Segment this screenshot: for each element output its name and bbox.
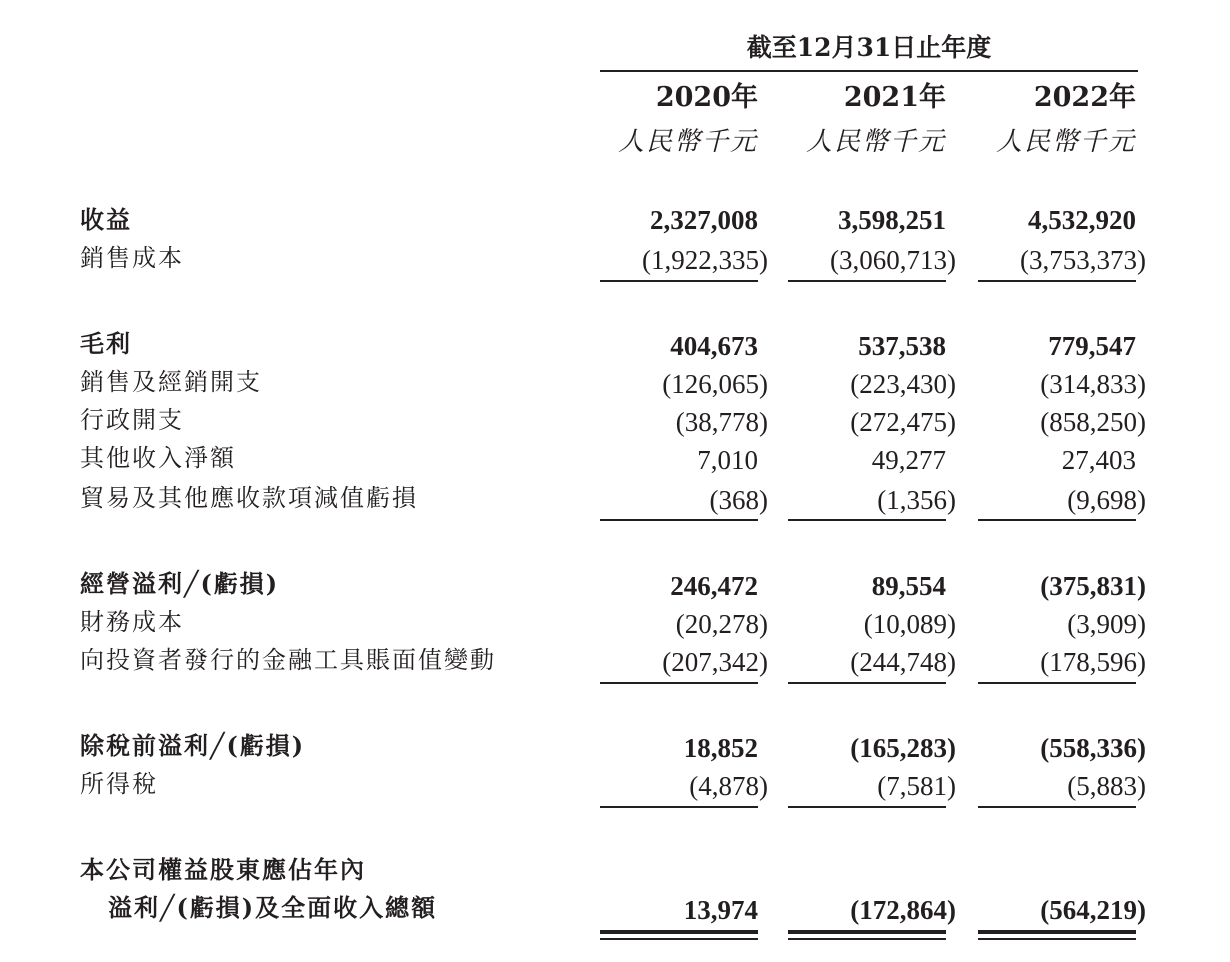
row-other-income-2022: 27,403 bbox=[1061, 445, 1136, 475]
row-total-label-line2: 溢利╱(虧損)及全面收入總額 bbox=[108, 893, 438, 922]
row-finance-costs-label: 財務成本 bbox=[80, 608, 184, 636]
subtotal-line bbox=[600, 806, 758, 808]
row-other-income-2020: 7,010 bbox=[697, 445, 758, 475]
subtotal-line bbox=[978, 280, 1136, 282]
row-profit-before-tax-2022: (558,336) bbox=[1040, 733, 1146, 763]
total-double-line-top bbox=[600, 930, 758, 934]
row-instruments-change-label: 向投資者發行的金融工具賬面值變動 bbox=[80, 646, 496, 674]
row-operating-profit-2020: 246,472 bbox=[670, 571, 758, 601]
row-cost-of-sales-label: 銷售成本 bbox=[80, 244, 184, 272]
row-cost-of-sales-2022: (3,753,373) bbox=[1020, 245, 1146, 275]
row-total-2020: 13,974 bbox=[683, 895, 758, 925]
row-profit-before-tax-2021: (165,283) bbox=[850, 733, 956, 763]
row-gross-profit-2022: 779,547 bbox=[1048, 331, 1136, 361]
period-header: 截至12月31日止年度 bbox=[746, 33, 992, 62]
row-total-2021: (172,864) bbox=[850, 895, 956, 925]
row-profit-before-tax-2020: 18,852 bbox=[683, 733, 758, 763]
total-double-line-top bbox=[978, 930, 1136, 934]
row-cost-of-sales-2021: (3,060,713) bbox=[830, 245, 956, 275]
total-double-line-bottom bbox=[788, 938, 946, 940]
subtotal-line bbox=[978, 806, 1136, 808]
row-selling-expenses-label: 銷售及經銷開支 bbox=[80, 368, 262, 396]
subtotal-line bbox=[788, 280, 946, 282]
total-double-line-bottom bbox=[600, 938, 758, 940]
row-impairment-2021: (1,356) bbox=[877, 485, 956, 515]
row-operating-profit-2021: 89,554 bbox=[871, 571, 946, 601]
row-total-label-line1: 本公司權益股東應佔年內 bbox=[80, 855, 366, 884]
row-revenue-2020: 2,327,008 bbox=[650, 205, 758, 235]
row-gross-profit-2020: 404,673 bbox=[670, 331, 758, 361]
unit-2021: 人民幣千元 bbox=[805, 127, 946, 157]
row-gross-profit-2021: 537,538 bbox=[858, 331, 946, 361]
total-double-line-top bbox=[788, 930, 946, 934]
subtotal-line bbox=[978, 682, 1136, 684]
row-selling-expenses-2022: (314,833) bbox=[1040, 369, 1146, 399]
year-2021-header: 2021年 bbox=[843, 82, 946, 113]
row-profit-before-tax-label: 除稅前溢利╱(虧損) bbox=[80, 731, 306, 760]
row-operating-profit-2022: (375,831) bbox=[1040, 571, 1146, 601]
row-instruments-change-2020: (207,342) bbox=[662, 647, 768, 677]
row-impairment-2020: (368) bbox=[709, 485, 768, 515]
subtotal-line bbox=[600, 280, 758, 282]
unit-2020: 人民幣千元 bbox=[617, 127, 758, 157]
row-cost-of-sales-2020: (1,922,335) bbox=[642, 245, 768, 275]
row-revenue-2021: 3,598,251 bbox=[838, 205, 946, 235]
row-revenue-2022: 4,532,920 bbox=[1028, 205, 1136, 235]
row-admin-expenses-2021: (272,475) bbox=[850, 407, 956, 437]
row-revenue-label: 收益 bbox=[80, 205, 132, 234]
subtotal-line bbox=[600, 682, 758, 684]
row-income-tax-2020: (4,878) bbox=[689, 771, 768, 801]
row-instruments-change-2021: (244,748) bbox=[850, 647, 956, 677]
row-total-2022: (564,219) bbox=[1040, 895, 1146, 925]
subtotal-line bbox=[788, 682, 946, 684]
row-income-tax-2021: (7,581) bbox=[877, 771, 956, 801]
subtotal-line bbox=[788, 519, 946, 521]
row-income-tax-label: 所得稅 bbox=[80, 770, 158, 798]
year-2022-header: 2022年 bbox=[1033, 82, 1136, 113]
row-impairment-label: 貿易及其他應收款項減值虧損 bbox=[80, 484, 418, 512]
row-other-income-label: 其他收入淨額 bbox=[80, 444, 236, 472]
subtotal-line bbox=[788, 806, 946, 808]
period-underline bbox=[600, 70, 1138, 72]
row-gross-profit-label: 毛利 bbox=[80, 329, 132, 358]
subtotal-line bbox=[600, 519, 758, 521]
row-finance-costs-2022: (3,909) bbox=[1067, 609, 1146, 639]
row-admin-expenses-label: 行政開支 bbox=[80, 406, 184, 434]
row-income-tax-2022: (5,883) bbox=[1067, 771, 1146, 801]
row-selling-expenses-2020: (126,065) bbox=[662, 369, 768, 399]
row-selling-expenses-2021: (223,430) bbox=[850, 369, 956, 399]
row-impairment-2022: (9,698) bbox=[1067, 485, 1146, 515]
row-instruments-change-2022: (178,596) bbox=[1040, 647, 1146, 677]
unit-2022: 人民幣千元 bbox=[995, 127, 1136, 157]
row-other-income-2021: 49,277 bbox=[871, 445, 946, 475]
row-finance-costs-2020: (20,278) bbox=[675, 609, 768, 639]
total-double-line-bottom bbox=[978, 938, 1136, 940]
row-admin-expenses-2020: (38,778) bbox=[675, 407, 768, 437]
row-admin-expenses-2022: (858,250) bbox=[1040, 407, 1146, 437]
row-finance-costs-2021: (10,089) bbox=[863, 609, 956, 639]
year-2020-header: 2020年 bbox=[655, 82, 758, 113]
subtotal-line bbox=[978, 519, 1136, 521]
row-operating-profit-label: 經營溢利╱(虧損) bbox=[80, 569, 280, 598]
